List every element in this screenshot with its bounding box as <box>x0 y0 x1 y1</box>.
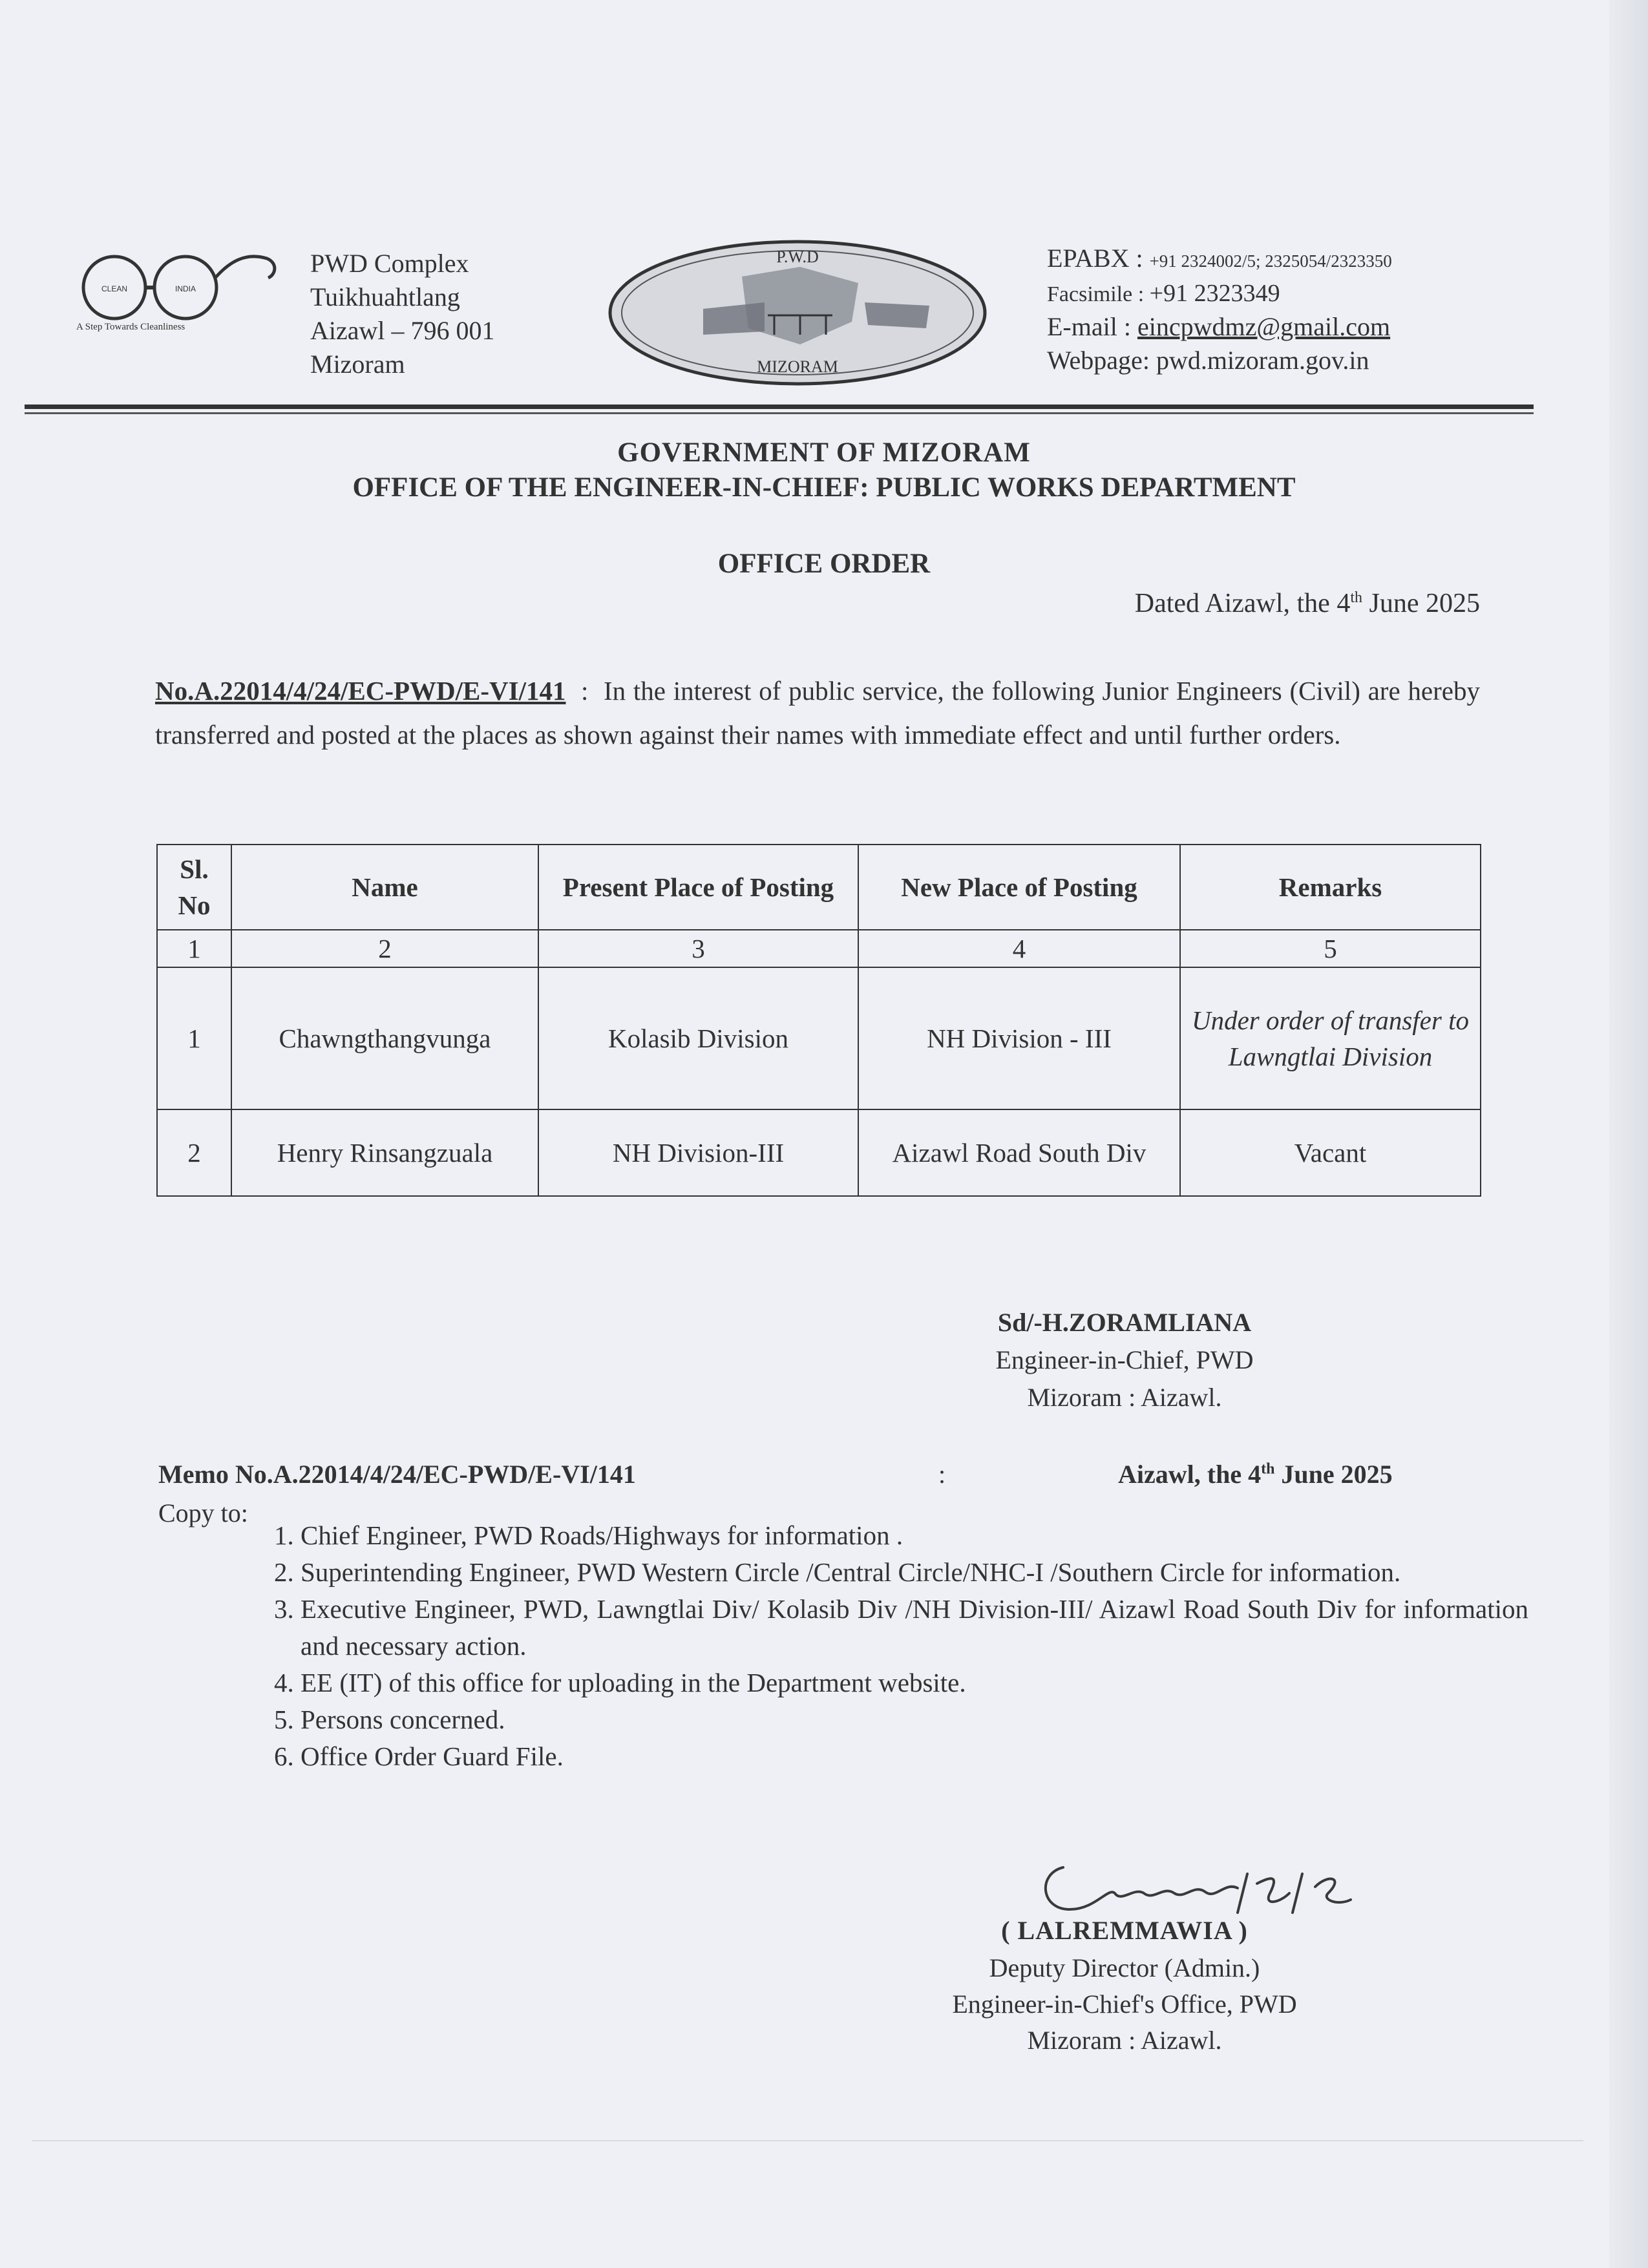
fax-value: +91 2323349 <box>1149 280 1280 307</box>
signatory1-place: Mizoram : Aizawl. <box>1027 1383 1222 1412</box>
signatory2-place: Mizoram : Aizawl. <box>1027 2026 1222 2055</box>
contact-email <box>1047 311 1390 342</box>
footer-rule <box>32 2140 1583 2141</box>
row-present-place: Kolasib Division <box>538 967 858 1109</box>
seal-top-text: P.W.D <box>776 247 819 266</box>
contact-web <box>1047 345 1369 375</box>
header-sl-no: Sl. No <box>157 845 231 930</box>
order-date-sup: th <box>1350 589 1362 606</box>
memo-date-suffix: June 2025 <box>1274 1460 1393 1489</box>
copy-to-label: Copy to: <box>158 1498 248 1528</box>
logo-text-clean: CLEAN <box>101 284 128 293</box>
swachh-tagline: A Step Towards Cleanliness <box>76 322 185 332</box>
header-present-place: Present Place of Posting <box>538 845 858 930</box>
list-item: 4. EE (IT) of this office for uploading in the Department website. <box>301 1664 1528 1701</box>
fax-label: Facsimile : <box>1047 282 1145 306</box>
address-line-2: Tuikhuahtlang <box>310 282 460 311</box>
memo-date-sup: th <box>1261 1460 1275 1478</box>
col-number-5: 5 <box>1180 930 1481 967</box>
row-new-place: Aizawl Road South Div <box>858 1109 1180 1196</box>
header-new-place: New Place of Posting <box>858 845 1180 930</box>
list-item: 1. Chief Engineer, PWD Roads/Highways for information . <box>301 1517 1528 1554</box>
signatory2-designation: Deputy Director (Admin.) <box>989 1953 1260 1982</box>
memo-ref-no: Memo No.A.22014/4/24/EC-PWD/E-VI/141 <box>158 1460 636 1489</box>
col-number-2: 2 <box>231 930 538 967</box>
address-line-1: PWD Complex <box>310 249 469 278</box>
copy-list <box>255 1517 1528 1775</box>
col-number-3: 3 <box>538 930 858 967</box>
memo-date <box>1118 1459 1393 1489</box>
header-divider-thin <box>25 412 1534 414</box>
address-line-4: Mizoram <box>310 350 405 379</box>
epabx-value: +91 2324002/5; 2325054/2323350 <box>1149 251 1392 271</box>
signatory2-name <box>892 1913 1357 1949</box>
address-line-3: Aizawl – 796 001 <box>310 316 495 345</box>
logo-text-india: INDIA <box>174 284 196 293</box>
list-item: 3. Executive Engineer, PWD, Lawngtlai Div/ Kolasib Div /NH Division-III/ Aizawl Road South Div for information and necessary action. <box>301 1591 1528 1664</box>
table-row <box>157 1109 1481 1196</box>
government-title: GOVERNMENT OF MIZORAM <box>617 437 1031 468</box>
list-item: 6. Office Order Guard File. <box>301 1738 1528 1775</box>
table-column-number-row <box>157 930 1481 967</box>
order-body: In the interest of public service, the following Junior Engineers (Civil) are hereby transferred and posted at the places as shown against their names with immediate effect and until further orders. <box>155 676 1480 750</box>
web-link[interactable]: pwd.mizoram.gov.in <box>1156 346 1369 375</box>
col-number-4: 4 <box>858 930 1180 967</box>
order-date-suffix: June 2025 <box>1362 589 1480 618</box>
row-new-place: NH Division - III <box>858 967 1180 1109</box>
transfer-table <box>156 844 1481 1197</box>
office-title: OFFICE OF THE ENGINEER-IN-CHIEF: PUBLIC WORKS DEPARTMENT <box>352 472 1296 503</box>
table-header-row <box>157 845 1481 930</box>
order-ref-no: No.A.22014/4/24/EC-PWD/E-VI/141 <box>155 676 566 706</box>
header-name: Name <box>231 845 538 930</box>
memo-date-prefix: Aizawl, the 4 <box>1118 1460 1262 1489</box>
list-item: 5. Persons concerned. <box>301 1701 1528 1738</box>
row-sl: 2 <box>157 1109 231 1196</box>
signatory2-name-text: ( LALREMMAWIA ) <box>1001 1916 1248 1945</box>
pwd-seal-logo <box>606 238 989 388</box>
epabx-label: EPABX : <box>1047 244 1143 273</box>
order-date <box>1135 588 1480 619</box>
office-order-heading: OFFICE ORDER <box>717 549 931 579</box>
web-label: Webpage: <box>1047 346 1150 375</box>
signatory2-office: Engineer-in-Chief's Office, PWD <box>952 1990 1297 2019</box>
table-row <box>157 967 1481 1109</box>
order-paragraph <box>155 669 1480 757</box>
row-remarks: Vacant <box>1180 1109 1481 1196</box>
order-date-prefix: Dated Aizawl, the 4 <box>1134 589 1351 618</box>
row-present-place: NH Division-III <box>538 1109 858 1196</box>
signatory1-designation: Engineer-in-Chief, PWD <box>995 1345 1254 1374</box>
row-name: Chawngthangvunga <box>231 967 538 1109</box>
list-item: 2. Superintending Engineer, PWD Western Circle /Central Circle/NHC-I /Southern Circle for information. <box>301 1554 1528 1591</box>
row-sl: 1 <box>157 967 231 1109</box>
col-number-1: 1 <box>157 930 231 967</box>
row-remarks: Under order of transfer to Lawngtlai Division <box>1180 967 1481 1109</box>
contact-fax <box>1047 279 1280 308</box>
seal-bottom-text: MIZORAM <box>757 357 838 376</box>
header-divider-thick <box>25 404 1534 409</box>
page-edge-shadow <box>1609 0 1648 2268</box>
memo-colon: : <box>938 1460 946 1489</box>
contact-epabx <box>1047 243 1392 273</box>
row-name: Henry Rinsangzuala <box>231 1109 538 1196</box>
email-label: E-mail : <box>1047 312 1131 341</box>
email-link[interactable]: eincpwdmz@gmail.com <box>1137 312 1391 341</box>
signatory1-name: Sd/-H.ZORAMLIANA <box>997 1308 1252 1337</box>
order-ref-separator: : <box>565 676 604 706</box>
header-remarks: Remarks <box>1180 845 1481 930</box>
